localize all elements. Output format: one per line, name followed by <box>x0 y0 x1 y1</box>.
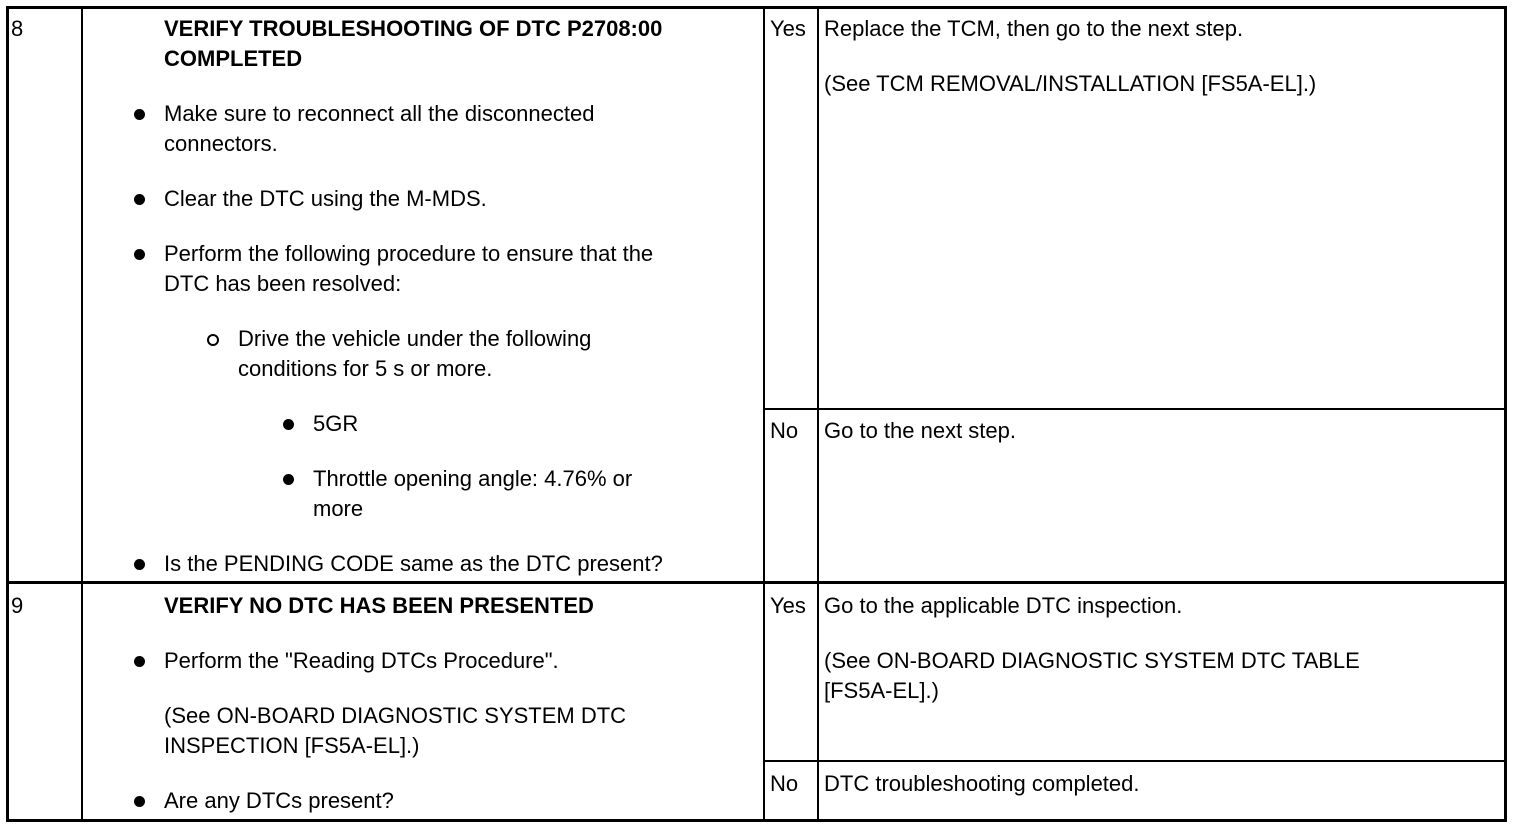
step-title: VERIFY NO DTC HAS BEEN PRESENTED <box>164 593 594 618</box>
list-item: connectors. <box>164 131 278 156</box>
list-item: Throttle opening angle: 4.76% or <box>313 466 633 491</box>
list-item: conditions for 5 s or more. <box>238 356 493 381</box>
bullet-icon <box>134 194 145 205</box>
no-action: Go to the next step. <box>824 418 1017 443</box>
bullet-icon <box>283 474 294 485</box>
list-item-reference: INSPECTION [FS5A-EL].) <box>164 733 420 758</box>
list-item: Make sure to reconnect all the disconnected <box>164 101 595 126</box>
bullet-icon <box>134 796 145 807</box>
step-number: 9 <box>11 593 24 618</box>
bullet-icon <box>134 559 145 570</box>
no-action: DTC troubleshooting completed. <box>824 771 1140 796</box>
sub-bullet-icon <box>207 334 219 346</box>
row-divider <box>6 581 1507 584</box>
column-divider <box>81 6 83 822</box>
list-item: Is the PENDING CODE same as the DTC present? <box>164 551 663 576</box>
step-title: VERIFY TROUBLESHOOTING OF DTC P2708:00 <box>164 16 663 41</box>
yes-reference: [FS5A-EL].) <box>824 678 939 703</box>
bullet-icon <box>134 109 145 120</box>
no-label: No <box>770 418 799 443</box>
list-item: Drive the vehicle under the following <box>238 326 592 351</box>
list-item-reference: (See ON-BOARD DIAGNOSTIC SYSTEM DTC <box>164 703 627 728</box>
yes-reference: (See ON-BOARD DIAGNOSTIC SYSTEM DTC TABLE <box>824 648 1360 673</box>
list-item: 5GR <box>313 411 359 436</box>
list-item: Perform the following procedure to ensure that the <box>164 241 654 266</box>
list-item: Perform the "Reading DTCs Procedure". <box>164 648 559 673</box>
row-divider <box>763 760 1507 762</box>
yes-action: Go to the applicable DTC inspection. <box>824 593 1183 618</box>
bullet-icon <box>283 419 294 430</box>
yes-label: Yes <box>770 593 806 618</box>
yes-label: Yes <box>770 16 806 41</box>
list-item: Are any DTCs present? <box>164 788 394 813</box>
list-item: Clear the DTC using the M-MDS. <box>164 186 487 211</box>
step-title: COMPLETED <box>164 46 303 71</box>
column-divider <box>817 6 819 822</box>
yes-action: Replace the TCM, then go to the next step. <box>824 16 1244 41</box>
yes-reference: (See TCM REMOVAL/INSTALLATION [FS5A-EL].) <box>824 71 1317 96</box>
column-divider <box>763 6 765 822</box>
step-number: 8 <box>11 16 24 41</box>
row-divider <box>763 408 1507 410</box>
list-item: more <box>313 496 364 521</box>
bullet-icon <box>134 656 145 667</box>
list-item: DTC has been resolved: <box>164 271 402 296</box>
no-label: No <box>770 771 799 796</box>
bullet-icon <box>134 249 145 260</box>
